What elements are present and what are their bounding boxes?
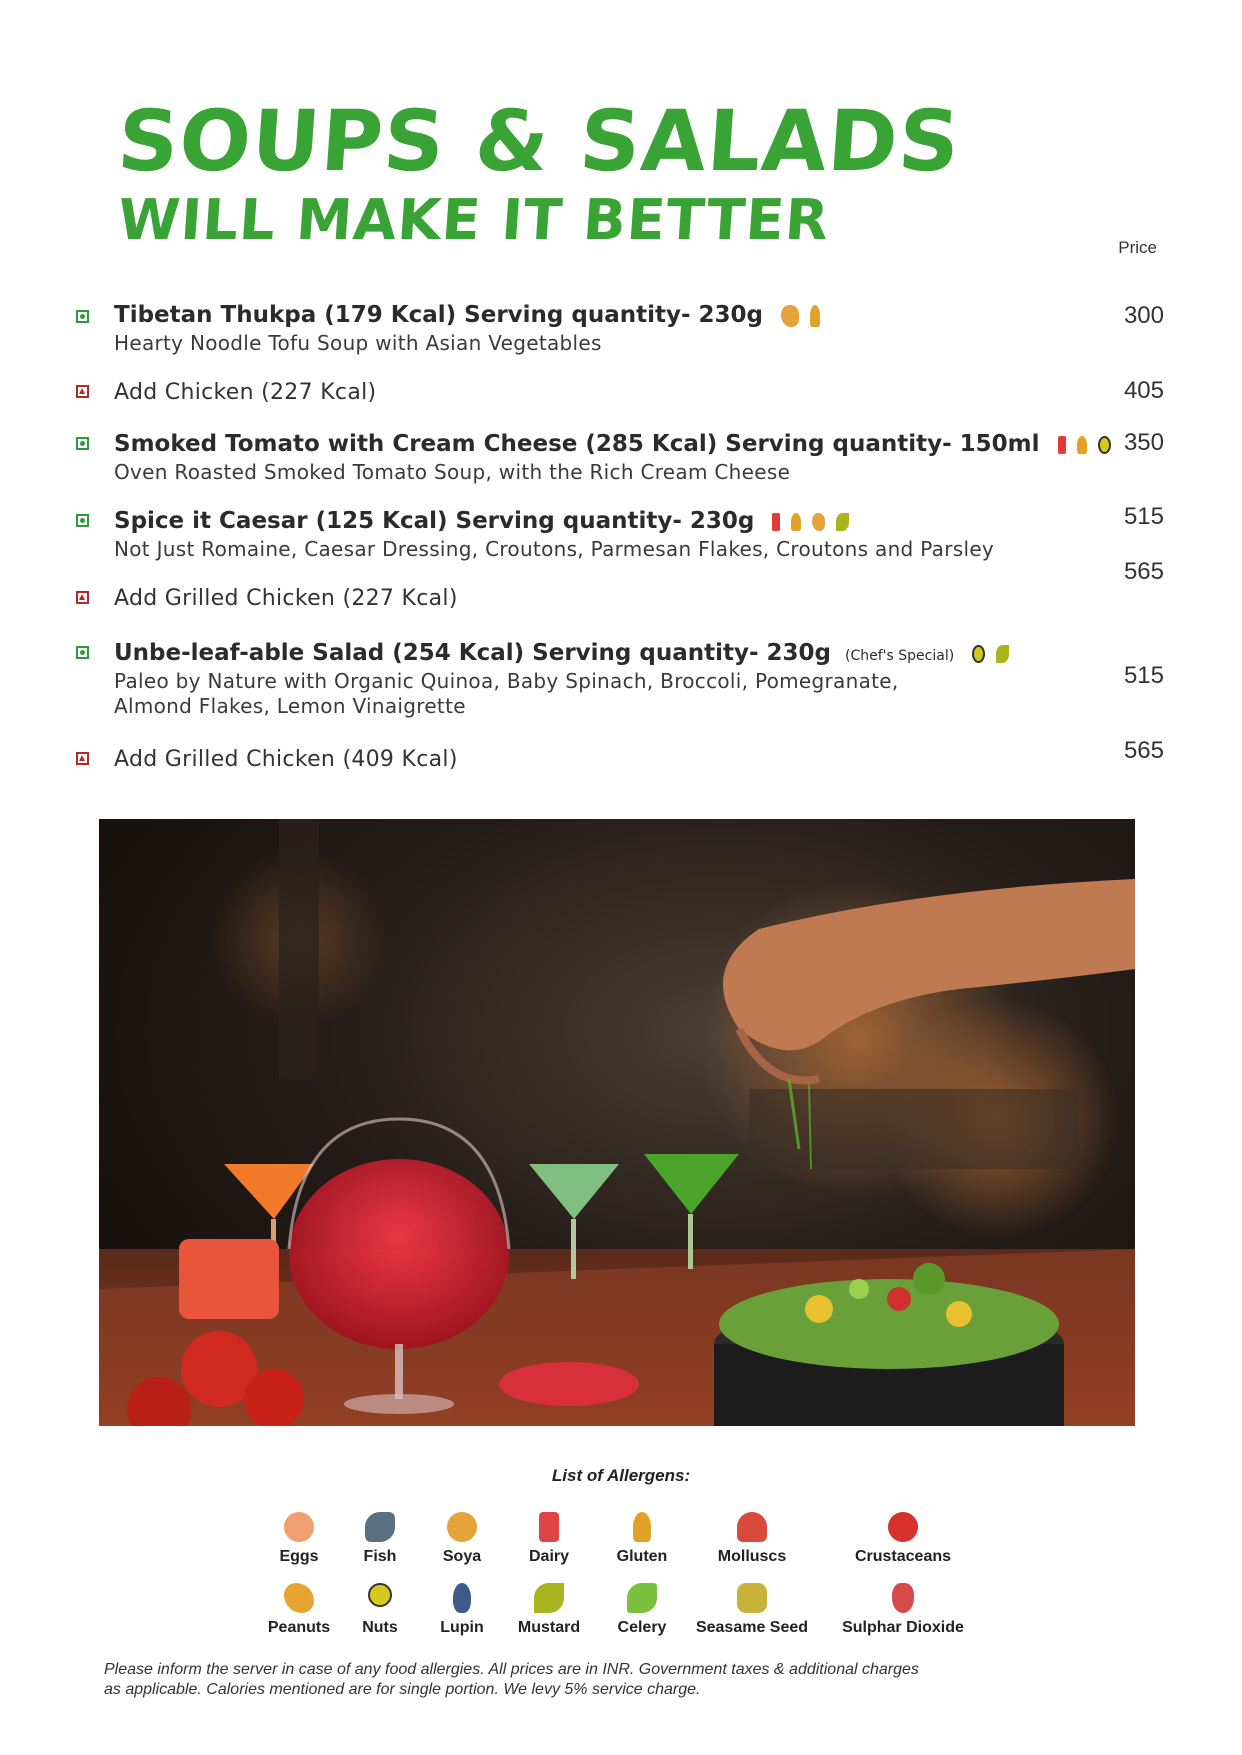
gluten-icon	[1077, 436, 1087, 454]
veg-icon	[76, 437, 89, 450]
item-name: Tibetan Thukpa (179 Kcal) Serving quantity- 230g	[114, 302, 764, 328]
allergens-title: List of Allergens:	[551, 1466, 691, 1485]
soya-icon	[447, 1512, 477, 1542]
footnote-line-1: Please inform the server in case of any food allergies. All prices are in INR. Government taxes & additional charges	[104, 1661, 919, 1678]
nuts-icon	[1098, 436, 1111, 454]
item-name: Spice it Caesar (125 Kcal) Serving quantity- 230g	[114, 508, 755, 534]
item-description: Almond Flakes, Lemon Vinaigrette	[114, 694, 466, 718]
food-photo	[99, 819, 1135, 1426]
celery-icon	[627, 1583, 657, 1613]
allergen-mustard: Mustard	[474, 1583, 624, 1637]
gluten-icon	[791, 513, 801, 531]
item-price: 300	[1123, 302, 1164, 329]
soya-icon	[812, 513, 825, 531]
addon-price: 565	[1123, 737, 1164, 764]
non-veg-icon	[76, 591, 89, 604]
food-photo-illustration	[99, 819, 1135, 1426]
veg-icon	[76, 310, 89, 323]
soya-icon	[781, 305, 799, 327]
gluten-icon	[633, 1512, 651, 1542]
chefs-special-tag: (Chef's Special)	[845, 648, 955, 664]
item-name: Smoked Tomato with Cream Cheese (285 Kcal) Serving quantity- 150ml	[114, 431, 1040, 457]
item-description: Oven Roasted Smoked Tomato Soup, with the Rich Cream Cheese	[114, 460, 791, 484]
allergen-gluten: Gluten	[567, 1512, 717, 1566]
page-subtitle: WILL MAKE IT BETTER	[115, 188, 832, 253]
addon-name: Add Chicken (227 Kcal)	[114, 380, 377, 405]
allergen-molluscs: Molluscs	[677, 1512, 827, 1566]
footnote	[104, 1660, 1004, 1700]
item-price: 350	[1123, 429, 1164, 456]
mustard-icon	[534, 1583, 564, 1613]
addon-price: 405	[1123, 377, 1164, 404]
allergen-soya: Soya	[387, 1512, 537, 1566]
non-veg-icon	[76, 752, 89, 765]
sulphur-dioxide-icon	[892, 1583, 914, 1613]
veg-icon	[76, 514, 89, 527]
crustaceans-icon	[888, 1512, 918, 1542]
item-description: Hearty Noodle Tofu Soup with Asian Vegetables	[114, 331, 602, 355]
allergen-peanuts: Peanuts	[224, 1583, 374, 1637]
allergen-sesame-seed: Seasame Seed	[677, 1583, 827, 1637]
lupin-icon	[453, 1583, 471, 1613]
mustard-icon	[996, 645, 1009, 663]
allergen-crustaceans: Crustaceans	[828, 1512, 978, 1566]
addon-name: Add Grilled Chicken (409 Kcal)	[114, 747, 458, 772]
addon-name: Add Grilled Chicken (227 Kcal)	[114, 586, 458, 611]
footnote-line-2: as applicable. Calories mentioned are for single portion. We levy 5% service charge.	[104, 1681, 701, 1698]
molluscs-icon	[737, 1512, 767, 1542]
item-description: Not Just Romaine, Caesar Dressing, Croutons, Parmesan Flakes, Croutons and Parsley	[114, 537, 995, 561]
allergen-eggs: Eggs	[224, 1512, 374, 1566]
price-column-label: Price	[1118, 238, 1157, 257]
allergen-celery: Celery	[567, 1583, 717, 1637]
allergen-lupin: Lupin	[387, 1583, 537, 1637]
non-veg-icon	[76, 385, 89, 398]
item-name: Unbe-leaf-able Salad (254 Kcal) Serving quantity- 230g	[114, 640, 832, 666]
page-title: SOUPS & SALADS	[114, 92, 964, 190]
allergen-fish: Fish	[305, 1512, 455, 1566]
veg-icon	[76, 646, 89, 659]
item-price: 515	[1123, 503, 1164, 530]
allergen-dairy: Dairy	[474, 1512, 624, 1566]
allergen-nuts: Nuts	[305, 1583, 455, 1637]
addon-price: 565	[1123, 558, 1164, 585]
dairy-icon	[539, 1512, 559, 1542]
mustard-icon	[836, 513, 849, 531]
item-price: 515	[1123, 662, 1164, 689]
item-description: Paleo by Nature with Organic Quinoa, Baby Spinach, Broccoli, Pomegranate,	[114, 669, 899, 693]
allergen-sulphur-dioxide: Sulphar Dioxide	[828, 1583, 978, 1637]
nuts-icon	[972, 645, 985, 663]
dairy-icon	[1058, 436, 1066, 454]
gluten-icon	[810, 305, 820, 327]
dairy-icon	[772, 513, 780, 531]
sesame-seed-icon	[737, 1583, 767, 1613]
